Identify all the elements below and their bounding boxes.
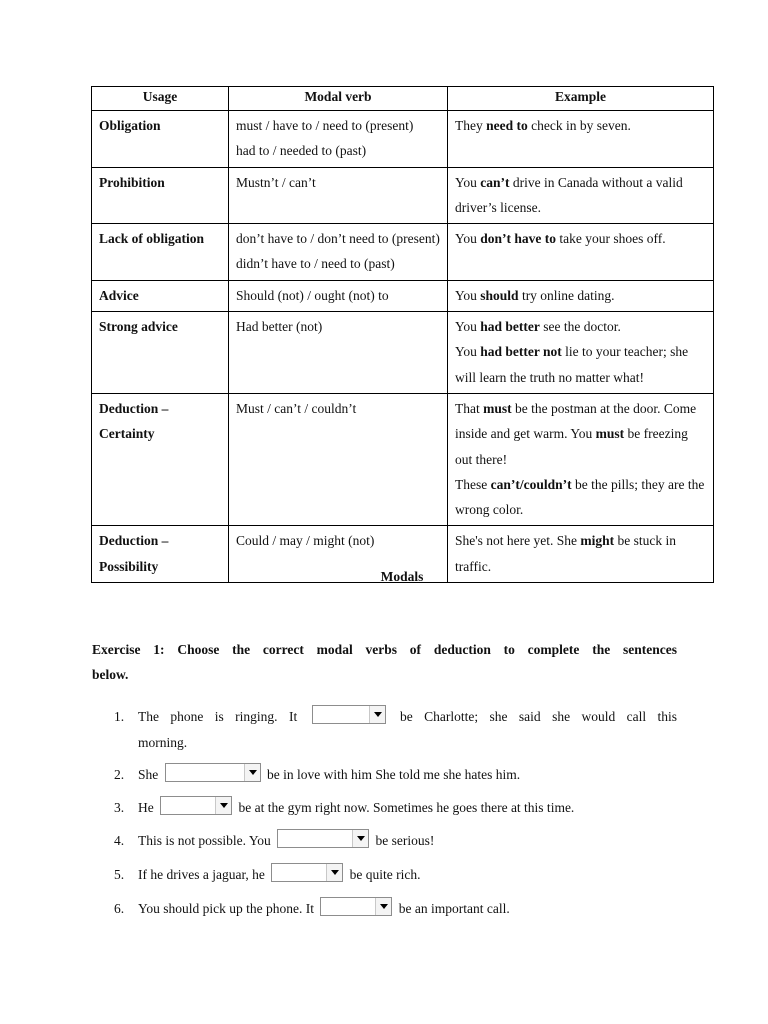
example-text: see the doctor. [539,319,621,335]
usage-cell: Deduction – Certainty [92,393,229,525]
item-number: 5. [114,867,125,882]
modal-verb-cell [229,224,448,281]
example-modal-highlight: need to [486,118,528,133]
example-text: be the postman at the door. Come inside and get warm. You [455,400,697,442]
example-sentence [455,113,706,138]
modal-verb-line: Had better (not) [236,319,323,335]
usage-cell: Lack of obligation [92,224,229,281]
table-caption: Modals [380,569,424,584]
item-sentence [138,704,677,730]
item-number: 6. [114,901,125,916]
example-sentence [455,170,706,221]
sentence-after: be Charlotte; she said she would call this [400,709,678,724]
exercise-title-continued: below. [92,667,129,682]
example-modal-highlight: don’t have to [480,231,557,247]
sentence-before: The phone is ringing. It [138,709,298,724]
table-row [92,111,714,168]
modal-verb-line: didn’t have to / need to (past) [236,256,395,272]
sentence-before: This is not possible. You [138,833,271,848]
modal-verb-cell [229,312,448,394]
example-text: drive in Canada without a valid driver’s license. [455,174,683,215]
example-modal-highlight: had better [480,319,540,335]
chevron-down-icon[interactable] [215,797,231,814]
example-cell [448,393,714,525]
usage-cell: Advice [92,280,229,311]
answer-dropdown-4[interactable] [277,829,369,848]
example-text: She's not here yet. She [455,533,581,549]
header-usage: Usage [92,87,229,111]
example-modal-highlight: can’t [480,174,510,190]
modal-verb-line: don’t have to / don’t need to (present) [236,231,440,247]
example-modal-highlight: must [595,426,625,442]
modals-table [91,86,714,583]
example-modal-highlight: might [580,533,615,549]
example-text: take your shoes off. [556,231,666,247]
chevron-down-icon[interactable] [375,898,391,915]
item-number: 1. [114,709,125,724]
sentence-before: She [138,767,159,782]
item-number: 3. [114,800,125,815]
item-sentence [138,862,677,888]
sentence-after: be serious! [375,833,435,848]
table-row [92,280,714,311]
example-text: You [455,319,481,335]
example-text: try online dating. [518,287,615,303]
table-row [92,393,714,525]
sentence-before: He [138,800,154,815]
modal-verb-line: Could / may / might (not) [236,533,375,549]
usage-cell: Deduction – Possibility [92,526,229,583]
example-text: be stuck in traffic. [455,533,677,574]
modal-verb-cell [229,111,448,168]
sentence-after: be quite rich. [349,867,421,882]
example-sentence [455,226,706,251]
example-cell [448,111,714,168]
item-sentence [138,762,677,788]
modal-verb-line: Should (not) / ought (not) to [236,287,389,303]
sentence-after: be an important call. [398,901,510,916]
table-row [92,312,714,394]
table-row [92,224,714,281]
example-modal-highlight: had better not [480,344,562,360]
example-text: You [455,231,481,247]
example-cell [448,280,714,311]
answer-dropdown-6[interactable] [320,897,392,916]
modal-verb-line: Must / can’t / couldn’t [236,400,357,416]
modal-verb-cell [229,393,448,525]
example-sentence [455,339,706,390]
answer-dropdown-2[interactable] [165,763,261,782]
example-cell [448,167,714,224]
item-number: 4. [114,833,125,848]
example-text: check in by seven. [527,118,631,133]
chevron-down-icon[interactable] [369,706,385,723]
example-sentence [455,314,706,339]
example-text: You [455,344,481,360]
chevron-down-icon[interactable] [326,864,342,881]
example-sentence [455,472,706,523]
chevron-down-icon[interactable] [352,830,368,847]
item-sentence [138,896,677,922]
example-modal-highlight: must [483,400,512,416]
sentence-after: be in love with him She told me she hates him. [267,767,521,782]
usage-cell: Strong advice [92,312,229,394]
modal-verb-line: had to / needed to (past) [236,143,367,159]
modal-verb-line: Mustn’t / can’t [236,174,316,190]
table-row [92,167,714,224]
item-sentence [138,828,677,854]
example-text: These [455,476,491,492]
item-number: 2. [114,767,125,782]
table-header-row [92,87,714,111]
example-text: be the pills; they are the wrong color. [455,476,705,518]
chevron-down-icon[interactable] [244,764,260,781]
sentence-before: You should pick up the phone. It [138,901,315,916]
answer-dropdown-3[interactable] [160,796,232,815]
example-text: That [455,400,484,416]
example-sentence [455,283,706,308]
example-text: You [455,174,481,190]
example-text: You [455,287,481,303]
header-modal-verb: Modal verb [229,87,448,111]
example-cell [448,312,714,394]
usage-cell: Prohibition [92,167,229,224]
answer-dropdown-1[interactable] [312,705,386,724]
sentence-after: be at the gym right now. Sometimes he goes there at this time. [238,800,575,815]
usage-cell: Obligation [92,111,229,168]
example-text: be freezing out there! [455,426,688,467]
item-sentence [138,795,677,821]
modal-verb-cell [229,280,448,311]
example-text: lie to your teacher; she will learn the truth no matter what! [455,344,689,385]
example-text: They [455,118,487,133]
exercise-title: Exercise 1: Choose the correct modal verbs of deduction to complete the sentences [92,642,677,657]
example-sentence [455,396,706,472]
sentence-continuation: morning. [138,735,188,750]
example-modal-highlight: can’t/couldn’t [490,476,572,492]
header-example: Example [448,87,714,111]
sentence-before: If he drives a jaguar, he [138,867,265,882]
example-modal-highlight: should [480,287,519,303]
example-cell [448,224,714,281]
modal-verb-line: must / have to / need to (present) [236,118,414,133]
answer-dropdown-5[interactable] [271,863,343,882]
modal-verb-cell [229,167,448,224]
